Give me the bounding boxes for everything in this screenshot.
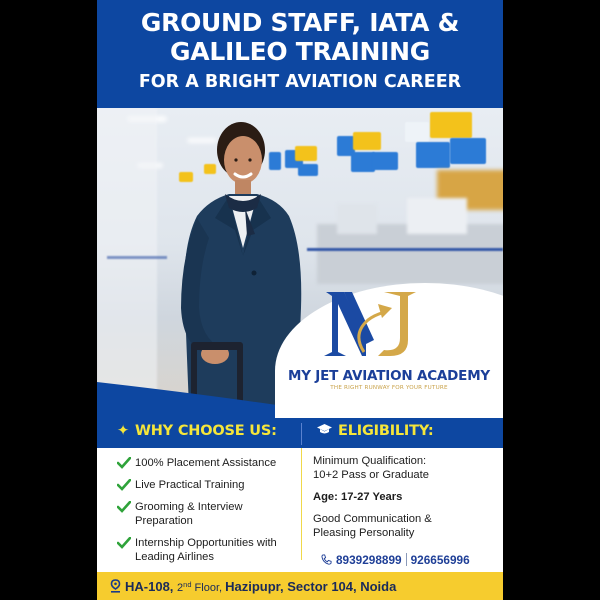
graduation-cap-icon bbox=[317, 423, 332, 439]
check-icon bbox=[117, 479, 131, 491]
address-footer bbox=[97, 572, 503, 600]
headline-subtitle: FOR A BRIGHT AVIATION CAREER bbox=[138, 72, 462, 92]
academy-tagline: THE RIGHT RUNWAY FOR YOUR FUTURE bbox=[330, 385, 448, 391]
headline-line-2: GALILEO TRAINING bbox=[170, 37, 430, 66]
eligibility-list bbox=[313, 454, 493, 548]
section-divider bbox=[301, 423, 302, 445]
address-text: HA-108, 2nd Floor, Hazipupr, Sector 104, Noida bbox=[125, 579, 397, 594]
list-item: Live Practical Training bbox=[117, 478, 302, 492]
check-icon bbox=[117, 537, 131, 549]
academy-name: MY JET AVIATION ACADEMY bbox=[287, 368, 490, 384]
location-pin-icon bbox=[110, 579, 121, 593]
eligibility-communication: Good Communication & Pleasing Personality bbox=[313, 513, 432, 539]
mj-monogram-logo bbox=[322, 290, 432, 360]
check-icon bbox=[117, 501, 131, 513]
why-choose-title: ✦ WHY CHOOSE US: bbox=[117, 423, 277, 439]
check-icon bbox=[117, 457, 131, 469]
contact-phones bbox=[321, 553, 470, 567]
phone-icon bbox=[321, 554, 332, 565]
list-item: Internship Opportunities with Leading Airlines bbox=[117, 536, 287, 564]
sparkle-icon: ✦ bbox=[117, 423, 129, 439]
phone-number-2[interactable]: 926656996 bbox=[410, 553, 470, 567]
headline-line-1: GROUND STAFF, IATA & bbox=[140, 8, 460, 37]
phone-separator bbox=[406, 553, 407, 566]
poster bbox=[97, 0, 503, 600]
eligibility-title: ELIGIBILITY: bbox=[317, 423, 433, 439]
why-choose-list bbox=[117, 456, 302, 572]
list-item: 100% Placement Assistance bbox=[117, 456, 302, 470]
eligibility-qualification: Minimum Qualification: 10+2 Pass or Graduate bbox=[313, 455, 429, 481]
header-banner bbox=[97, 0, 503, 108]
phone-number-1[interactable]: 8939298899 bbox=[336, 553, 402, 567]
list-item: Grooming & Interview Preparation bbox=[117, 500, 267, 528]
eligibility-age: Age: 17-27 Years bbox=[313, 491, 403, 503]
